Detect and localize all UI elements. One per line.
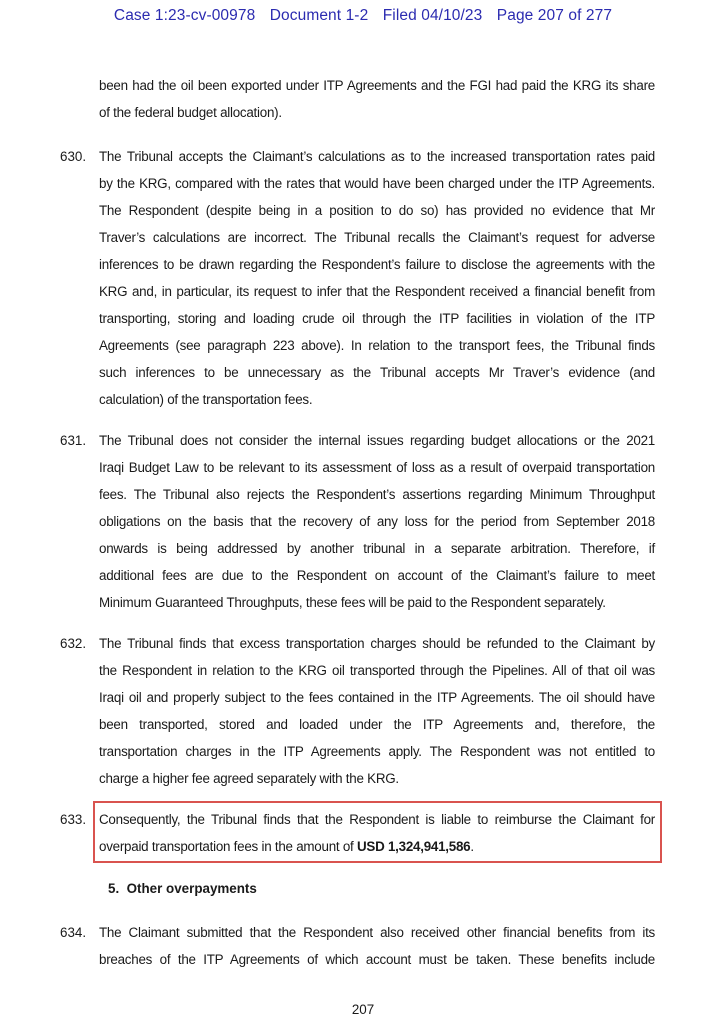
paragraph-630-line: inferences to be drawn regarding the Respondent’s failure to disclose the agreements with the bbox=[99, 257, 655, 272]
paragraph-number-632: 632. bbox=[60, 636, 87, 651]
case-number: Case 1:23-cv-00978 bbox=[113, 7, 256, 24]
paragraph-630-line: transporting, storing and loading crude oil through the ITP facilities in violation of the ITP bbox=[99, 311, 655, 326]
filed-date: Filed 04/10/23 bbox=[382, 7, 483, 24]
page-count: Page 207 of 277 bbox=[496, 7, 613, 24]
paragraph-631-line: Minimum Guaranteed Throughputs, these fees will be paid to the Respondent separately. bbox=[99, 595, 606, 610]
paragraph-630-line: Agreements (see paragraph 223 above). In relation to the transport fees, the Tribunal finds bbox=[99, 338, 655, 353]
paragraph-631-line: fees. The Tribunal also rejects the Respondent’s assertions regarding Minimum Throughput bbox=[99, 487, 655, 502]
page-number: 207 bbox=[351, 1002, 375, 1017]
paragraph-631-line: The Tribunal does not consider the internal issues regarding budget allocations or the 2021 bbox=[99, 433, 655, 448]
paragraph-632-line: been transported, stored and loaded under the ITP Agreements and, therefore, the bbox=[99, 717, 655, 732]
section-heading: 5. Other overpayments bbox=[108, 881, 257, 896]
paragraph-632-line: Iraqi oil and properly subject to the fees contained in the ITP Agreements. The oil should have bbox=[99, 690, 655, 705]
paragraph-634-line: breaches of the ITP Agreements of which account must be taken. These benefits include bbox=[99, 952, 655, 967]
document-number: Document 1-2 bbox=[269, 7, 369, 24]
paragraph-631-line: Iraqi Budget Law to be relevant to its assessment of loss as a result of overpaid transportation bbox=[99, 460, 655, 475]
paragraph-633-line: Consequently, the Tribunal finds that the Respondent is liable to reimburse the Claimant for bbox=[99, 812, 655, 827]
paragraph-634-line: The Claimant submitted that the Respondent also received other financial benefits from its bbox=[99, 925, 655, 940]
paragraph-632-line: the Respondent in relation to the KRG oil transported through the Pipelines. All of that oil was bbox=[99, 663, 655, 678]
paragraph-631-line: onwards is being addressed by another tribunal in a separate arbitration. Therefore, if bbox=[99, 541, 655, 556]
paragraph-631-line: additional fees are due to the Respondent on account of the Claimant’s failure to meet bbox=[99, 568, 655, 583]
award-amount: USD 1,324,941,586 bbox=[356, 839, 471, 854]
amount-prefix: overpaid transportation fees in the amount of bbox=[99, 839, 357, 854]
paragraph-number-631: 631. bbox=[60, 433, 87, 448]
paragraph-630-line: The Tribunal accepts the Claimant’s calculations as to the increased transportation rates paid bbox=[99, 149, 655, 164]
paragraph-630-line: such inferences to be unnecessary as the Tribunal accepts Mr Traver’s evidence (and bbox=[99, 365, 655, 380]
paragraph-630-line: by the KRG, compared with the rates that would have been charged under the ITP Agreements. bbox=[99, 176, 655, 191]
paragraph-630-line: KRG and, in particular, its request to infer that the Respondent received a financial benefit from bbox=[99, 284, 655, 299]
paragraph-633-line bbox=[99, 838, 655, 856]
paragraph-632-line: transportation charges in the ITP Agreements apply. The Respondent was not entitled to bbox=[99, 744, 655, 759]
paragraph-number-630: 630. bbox=[60, 149, 87, 164]
paragraph-number-634: 634. bbox=[60, 925, 87, 940]
paragraph-632-line: charge a higher fee agreed separately with the KRG. bbox=[99, 771, 399, 786]
paragraph-630-line: calculation) of the transportation fees. bbox=[99, 392, 313, 407]
paragraph-630-line: The Respondent (despite being in a position to do so) has provided no evidence that Mr bbox=[99, 203, 655, 218]
case-header bbox=[0, 7, 726, 25]
paragraph-632-line: The Tribunal finds that excess transportation charges should be refunded to the Claimant by bbox=[99, 636, 655, 651]
continuation-line: been had the oil been exported under ITP Agreements and the FGI had paid the KRG its share bbox=[99, 78, 655, 93]
paragraph-number-633: 633. bbox=[60, 812, 87, 827]
continuation-line: of the federal budget allocation). bbox=[99, 105, 282, 120]
amount-suffix: . bbox=[470, 839, 474, 854]
paragraph-631-line: obligations on the basis that the recovery of any loss for the period from September 2018 bbox=[99, 514, 655, 529]
paragraph-630-line: Traver’s calculations are incorrect. The Tribunal recalls the Claimant’s request for adverse bbox=[99, 230, 655, 245]
